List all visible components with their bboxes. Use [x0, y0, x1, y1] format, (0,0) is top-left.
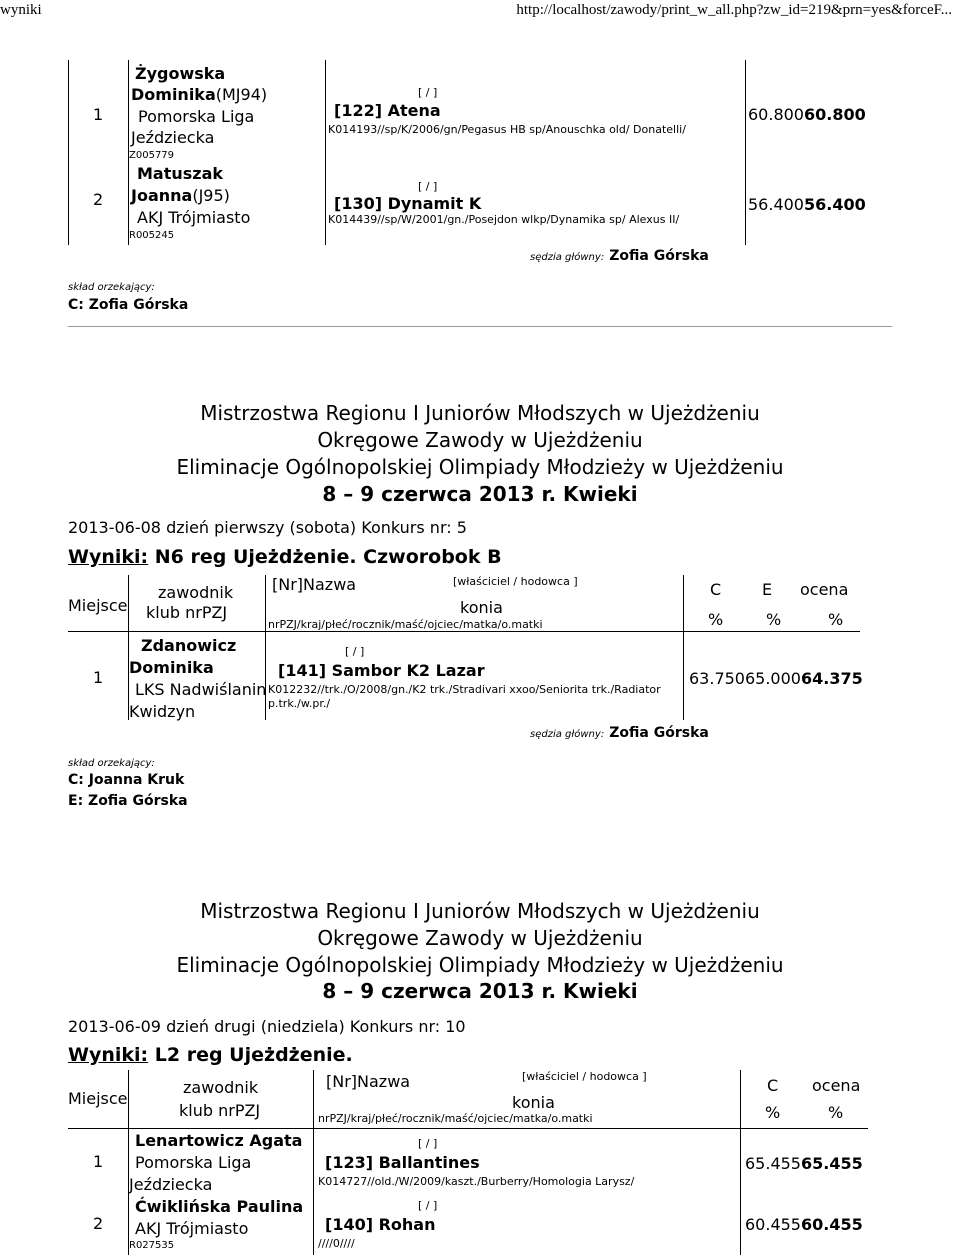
owner-breeder: [ / ]: [418, 86, 438, 99]
header-horse: konia: [512, 1093, 555, 1112]
rider-id: R005245: [129, 230, 175, 241]
unit: %: [765, 1103, 781, 1122]
header-horse: konia: [460, 598, 503, 617]
unit: %: [708, 610, 724, 629]
day-line: 2013-06-09 dzień drugi (niedziela) Konkurs nr: 10: [68, 1017, 466, 1036]
rider-club-line2: Kwidzyn: [129, 702, 196, 721]
horse-name: [140] Rohan: [325, 1215, 436, 1234]
rider-club-line2: Jeździecka: [129, 1175, 213, 1194]
header-horse-details: nrPZJ/kraj/płeć/rocznik/maść/ojciec/matka/o.matki: [268, 618, 543, 631]
score-row: 65.45565.455: [745, 1154, 863, 1173]
rider-name-category: Joanna(J95): [131, 186, 230, 205]
header-horse-details: nrPZJ/kraj/płeć/rocznik/maść/ojciec/matka/o.matki: [318, 1112, 593, 1125]
panel-member: C: Joanna Kruk: [68, 772, 185, 788]
rider-name: Dominika: [129, 658, 214, 677]
rider-club-line2: Jeździecka: [131, 128, 215, 147]
header-judge-c: C: [710, 580, 722, 599]
place: 1: [93, 1152, 104, 1171]
rider-id: Z005779: [129, 150, 175, 161]
horse-details: K012232//trk./O/2008/gn./K2 trk./Stradivari xxoo/Seniorita trk./Radiator: [268, 683, 661, 696]
rider-club: Pomorska Liga: [138, 107, 255, 126]
rider-name: Lenartowicz Agata: [135, 1131, 303, 1150]
rider-id: R027535: [129, 1240, 175, 1251]
panel-member: C: Zofia Górska: [68, 297, 189, 313]
unit: %: [766, 610, 782, 629]
header-horse-nr: [Nr]Nazwa: [326, 1072, 411, 1091]
header-club: klub nrPZJ: [179, 1101, 261, 1120]
competition-title: Mistrzostwa Regionu I Juniorów Młodszych w Ujeżdżeniu: [200, 899, 760, 923]
competition-subtitle: Eliminacje Ogólnopolskiej Olimpiady Młodzieży w Ujeżdżeniu: [176, 953, 784, 977]
header-horse-nr: [Nr]Nazwa: [272, 575, 357, 594]
panel-label: skład orzekający:: [68, 282, 155, 293]
place: 2: [93, 1214, 104, 1233]
divider: [68, 326, 892, 327]
header-score: ocena: [812, 1076, 861, 1095]
results-heading: Wyniki: L2 reg Ujeżdżenie.: [68, 1044, 353, 1066]
horse-name: [122] Atena: [334, 101, 441, 120]
rider-surname: Żygowska: [135, 64, 226, 83]
header-owner: [właściciel / hodowca ]: [522, 1070, 647, 1083]
score-row: 63.75065.00064.375: [689, 669, 863, 688]
place: 2: [93, 190, 104, 209]
competition-dates: 8 – 9 czerwca 2013 r. Kwieki: [322, 482, 638, 506]
owner-breeder: [ / ]: [418, 1137, 438, 1150]
horse-details: K014193//sp/K/2006/gn/Pegasus HB sp/Anouschka old/ Donatelli/: [328, 123, 686, 136]
unit: %: [828, 1103, 844, 1122]
header-judge-e: E: [762, 580, 773, 599]
score-row: 60.80060.800: [748, 105, 866, 124]
horse-name: [141] Sambor K2 Lazar: [278, 661, 485, 680]
place: 1: [93, 105, 104, 124]
rider-surname: Zdanowicz: [141, 636, 237, 655]
competition-subtitle: Okręgowe Zawody w Ujeżdżeniu: [317, 428, 643, 452]
competition-subtitle: Okręgowe Zawody w Ujeżdżeniu: [317, 926, 643, 950]
rider-club: LKS Nadwiślanin: [135, 680, 267, 699]
header-club: klub nrPZJ: [146, 603, 228, 622]
panel-label: skład orzekający:: [68, 758, 155, 769]
header-place: Miejsce: [68, 596, 128, 615]
rider-name-category: Dominika(MJ94): [131, 85, 268, 104]
competition-title: Mistrzostwa Regionu I Juniorów Młodszych w Ujeżdżeniu: [200, 401, 760, 425]
header-owner: [właściciel / hodowca ]: [453, 575, 578, 588]
competition-subtitle: Eliminacje Ogólnopolskiej Olimpiady Młodzieży w Ujeżdżeniu: [176, 455, 784, 479]
owner-breeder: [ / ]: [418, 180, 438, 193]
rider-name: Ćwiklińska Paulina: [135, 1197, 304, 1216]
header-rider: zawodnik: [183, 1078, 259, 1097]
chief-judge: sędzia główny: Zofia Górska: [530, 725, 709, 741]
rider-surname: Matuszak: [137, 164, 224, 183]
horse-details-line2: p.trk./w.pr./: [268, 697, 331, 710]
rider-club: Pomorska Liga: [135, 1153, 252, 1172]
unit: %: [828, 610, 844, 629]
header-rider: zawodnik: [158, 583, 234, 602]
place: 1: [93, 668, 104, 687]
horse-name: [123] Ballantines: [325, 1153, 480, 1172]
header-judge-c: C: [767, 1076, 779, 1095]
day-line: 2013-06-08 dzień pierwszy (sobota) Konkurs nr: 5: [68, 518, 467, 537]
horse-details: K014727//old./W/2009/kaszt./Burberry/Homologia Larysz/: [318, 1175, 635, 1188]
horse-name: [130] Dynamit K: [334, 194, 482, 213]
score-row: 56.40056.400: [748, 195, 866, 214]
rider-club: AKJ Trójmiasto: [135, 1219, 249, 1238]
score-row: 60.45560.455: [745, 1215, 863, 1234]
print-header-url: http://localhost/zawody/print_w_all.php?zw_id=219&prn=yes&forceF...: [516, 2, 952, 18]
chief-judge: sędzia główny: Zofia Górska: [530, 248, 709, 264]
competition-dates: 8 – 9 czerwca 2013 r. Kwieki: [322, 979, 638, 1003]
horse-details: ////0////: [318, 1237, 355, 1250]
owner-breeder: [ / ]: [345, 645, 365, 658]
horse-details: K014439//sp/W/2001/gn./Posejdon wlkp/Dynamika sp/ Alexus II/: [328, 213, 680, 226]
print-header-left: wyniki: [0, 2, 42, 18]
panel-member: E: Zofia Górska: [68, 793, 188, 809]
header-place: Miejsce: [68, 1089, 128, 1108]
owner-breeder: [ / ]: [418, 1199, 438, 1212]
results-heading: Wyniki: N6 reg Ujeżdżenie. Czworobok B: [68, 546, 502, 568]
header-score: ocena: [800, 580, 849, 599]
rider-club: AKJ Trójmiasto: [137, 208, 251, 227]
